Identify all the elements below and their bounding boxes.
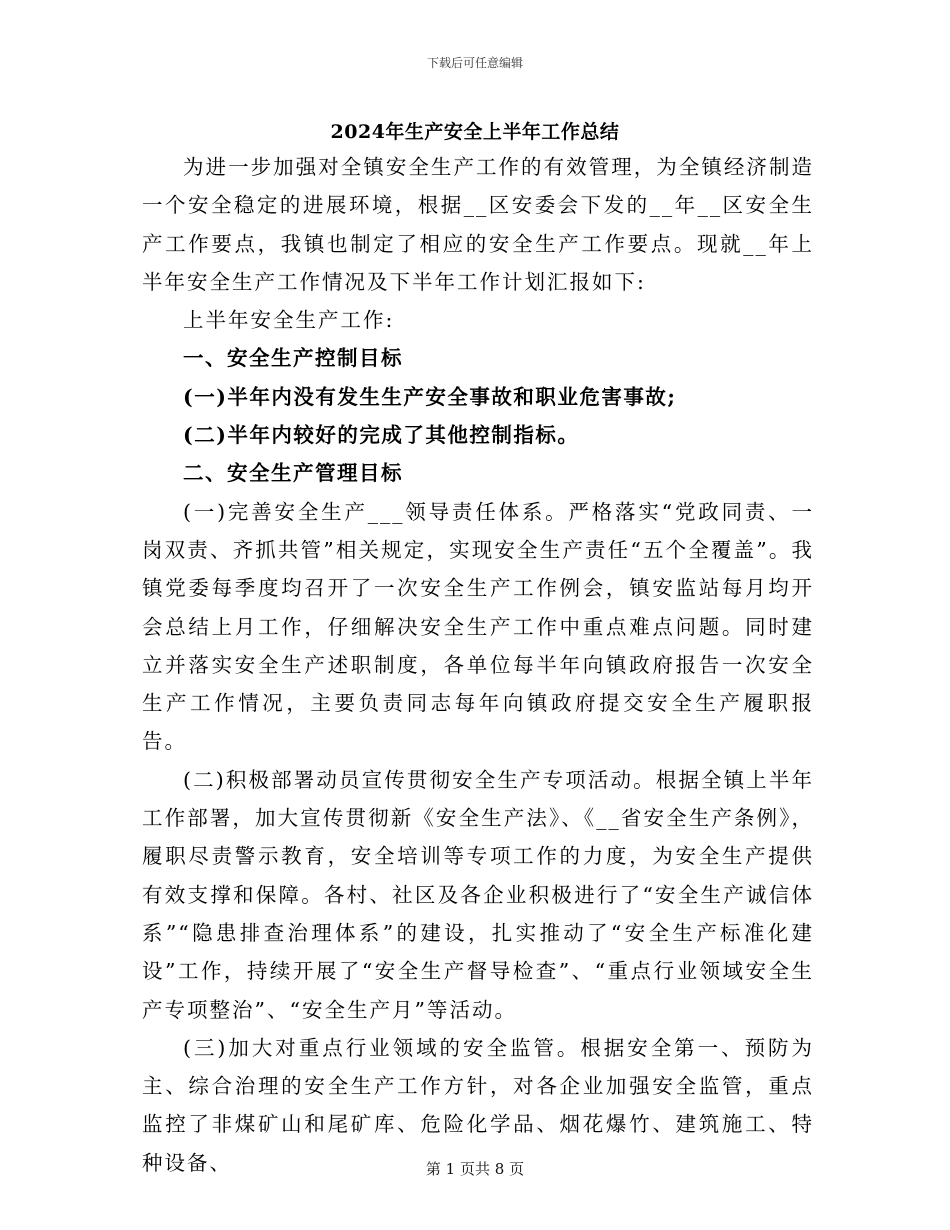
section-intro: 上半年安全生产工作: [183,308,395,333]
management-item-1: (一)完善安全生产___领导责任体系。严格落实“党政同责、一岗双责、齐抓共管”相关规定，实现安全生产责任“五个全覆盖”。我镇党委每季度均召开了一次安全生产工作例会，镇安监站每月均开会总结上月工作，仔细解决安全生产工作中重点难点问题。同时建立并落实安全生产述职制度，各单位每半年向镇政府报告一次安全生产工作情况，主要负责同志每年向镇政府提交安全生产履职报告。 [142,499,814,754]
control-goal-item-1: (一)半年内没有发生生产安全事故和职业危害事故; [183,384,677,409]
management-item-2: (二)积极部署动员宣传贯彻安全生产专项活动。根据全镇上半年工作部署，加大宣传贯彻新《安全生产法》、《__省安全生产条例》，履职尽责警示教育，安全培训等专项工作的力度，为安全生产提供有效支撑和保障。各村、社区及各企业积极进行了“安全生产诚信体系”“隐患排查治理体系”的建设，扎实推动了“安全生产标准化建设”工作，持续开展了“安全生产督导检查”、“重点行业领域安全生产专项整治”、“安全生产月”等活动。 [142,767,814,1022]
control-goal-item-2: (二)半年内较好的完成了其他控制指标。 [183,423,580,448]
intro-paragraph: 为进一步加强对全镇安全生产工作的有效管理，为全镇经济制造一个安全稳定的进展环境，根据__区安委会下发的__年__区安全生产工作要点，我镇也制定了相应的安全生产工作要点。现就__年上半年安全生产工作情况及下半年工作计划汇报如下: [142,155,814,294]
document-title: 2024年生产安全上半年工作总结 [330,121,620,143]
page-footer: 第 1 页共 8 页 [425,1160,525,1178]
header-note: 下载后可任意编辑 [426,56,523,70]
management-item-3: (三)加大对重点行业领域的安全监管。根据安全第一、预防为主、综合治理的安全生产工作方针，对各企业加强安全监管，重点监控了非煤矿山和尾矿库、危险化学品、烟花爆竹、建筑施工、特种设备、 [142,1035,814,1175]
section-heading-management-goals: 二、安全生产管理目标 [183,461,403,486]
document-body [142,148,814,1182]
section-heading-control-goals: 一、安全生产控制目标 [183,346,403,371]
